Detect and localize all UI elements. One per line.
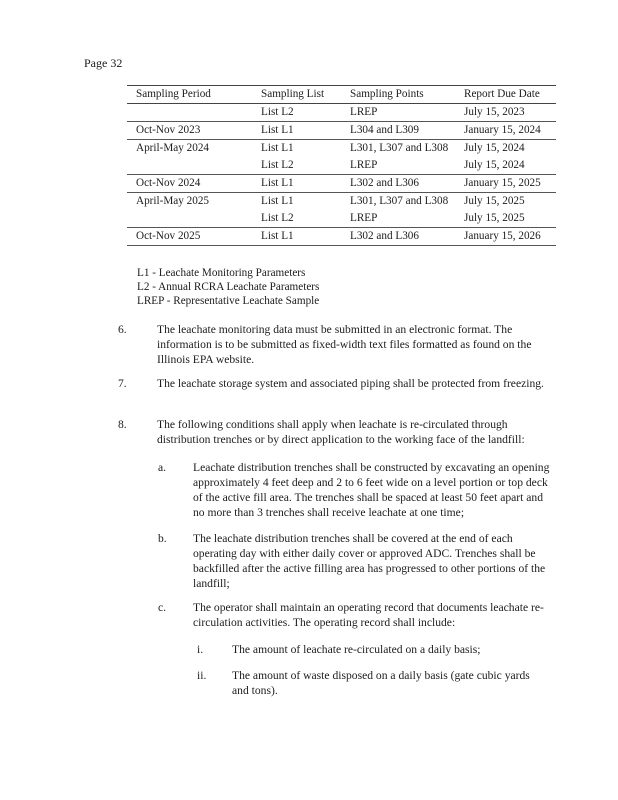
table-cell: Oct-Nov 2023 bbox=[136, 124, 201, 136]
table-cell: Oct-Nov 2024 bbox=[136, 177, 201, 189]
subitem-c-text: The operator shall maintain an operating record that documents leachate re-circulation activities. The operating record shall include: bbox=[193, 601, 544, 629]
table-cell: L301, L307 and L308 bbox=[350, 142, 449, 154]
table-row bbox=[127, 175, 556, 193]
subsubitem-i-text: The amount of leachate re-circulated on a daily basis; bbox=[232, 643, 481, 656]
item-7-number: 7. bbox=[118, 377, 127, 390]
table-cell: Oct-Nov 2025 bbox=[136, 230, 201, 242]
table-row bbox=[127, 104, 556, 122]
table-row bbox=[127, 210, 556, 228]
subitem-b-text: The leachate distribution trenches shall be covered at the end of each operating day with either daily cover or approved ADC. Trenches shall be backfilled after the active filling area has progressed to other portions of the landfill; bbox=[193, 532, 546, 590]
table-cell: L304 and L309 bbox=[350, 124, 419, 136]
table-row bbox=[127, 228, 556, 246]
table-cell bbox=[127, 157, 252, 175]
table-cell: List L1 bbox=[261, 124, 294, 136]
page-number: Page 32 bbox=[84, 56, 123, 70]
table-cell: List L1 bbox=[261, 230, 294, 242]
table-cell bbox=[127, 210, 252, 228]
table-cell: L302 and L306 bbox=[350, 230, 419, 242]
item-8-number: 8. bbox=[118, 418, 127, 431]
item-8-text: The following conditions shall apply when leachate is re-circulated through distribution trenches or by direct application to the working face of the landfill: bbox=[157, 418, 525, 446]
table-cell: List L1 bbox=[261, 195, 294, 207]
table-header-row bbox=[127, 86, 556, 104]
table-row bbox=[127, 122, 556, 140]
subitem-c-number: c. bbox=[158, 601, 167, 614]
subsubitem-i-number: i. bbox=[197, 643, 204, 656]
table-row bbox=[127, 193, 556, 211]
table-cell: April-May 2024 bbox=[136, 142, 210, 154]
item-6-text: The leachate monitoring data must be submitted in an electronic format. The information is to be submitted as fixed-width text files formatted as found on the Illinois EPA website. bbox=[157, 323, 532, 366]
legend-lrep: LREP - Representative Leachate Sample bbox=[137, 295, 320, 307]
table-cell: LREP bbox=[350, 159, 378, 171]
item-6-number: 6. bbox=[118, 323, 127, 336]
table-cell: April-May 2025 bbox=[136, 195, 210, 207]
table-cell: List L1 bbox=[261, 177, 294, 189]
table-cell: List L2 bbox=[261, 159, 294, 171]
table-cell: List L2 bbox=[261, 106, 294, 118]
table-cell: List L2 bbox=[261, 212, 294, 224]
table-cell: January 15, 2025 bbox=[464, 177, 541, 189]
legend-l2: L2 - Annual RCRA Leachate Parameters bbox=[137, 281, 320, 293]
subitem-a-text: Leachate distribution trenches shall be constructed by excavating an opening approximately 4 feet deep and 2 to 6 feet wide on a level portion or top deck of the active fill area. The trenches shall be spaced at least 50 feet apart and no more than 3 trenches shall receive leachate at one time; bbox=[193, 461, 550, 519]
subsubitem-ii-number: ii. bbox=[197, 669, 207, 682]
table-cell: July 15, 2025 bbox=[464, 195, 525, 207]
table-cell: July 15, 2024 bbox=[464, 142, 525, 154]
table-cell: July 15, 2023 bbox=[464, 106, 525, 118]
table-legend bbox=[137, 266, 319, 308]
table-cell: July 15, 2024 bbox=[464, 159, 525, 171]
sampling-schedule-table bbox=[127, 85, 556, 246]
table-cell: July 15, 2025 bbox=[464, 212, 525, 224]
table-row bbox=[127, 140, 556, 158]
legend-l1: L1 - Leachate Monitoring Parameters bbox=[137, 267, 306, 279]
table-cell: LREP bbox=[350, 106, 378, 118]
header-sampling-list: Sampling List bbox=[261, 88, 325, 100]
table-cell: LREP bbox=[350, 212, 378, 224]
subsubitem-ii-text: The amount of waste disposed on a daily basis (gate cubic yards and tons). bbox=[232, 669, 530, 697]
table-cell bbox=[127, 104, 252, 122]
table-row bbox=[127, 157, 556, 175]
table-cell: L302 and L306 bbox=[350, 177, 419, 189]
table-cell: January 15, 2026 bbox=[464, 230, 541, 242]
table-cell: List L1 bbox=[261, 142, 294, 154]
header-sampling-period: Sampling Period bbox=[136, 88, 211, 100]
subitem-a-number: a. bbox=[158, 461, 167, 474]
table-cell: L301, L307 and L308 bbox=[350, 195, 449, 207]
table-cell: January 15, 2024 bbox=[464, 124, 541, 136]
item-7-text: The leachate storage system and associated piping shall be protected from freezing. bbox=[157, 377, 544, 390]
header-report-due-date: Report Due Date bbox=[464, 88, 540, 100]
header-sampling-points: Sampling Points bbox=[350, 88, 424, 100]
subitem-b-number: b. bbox=[158, 532, 167, 545]
